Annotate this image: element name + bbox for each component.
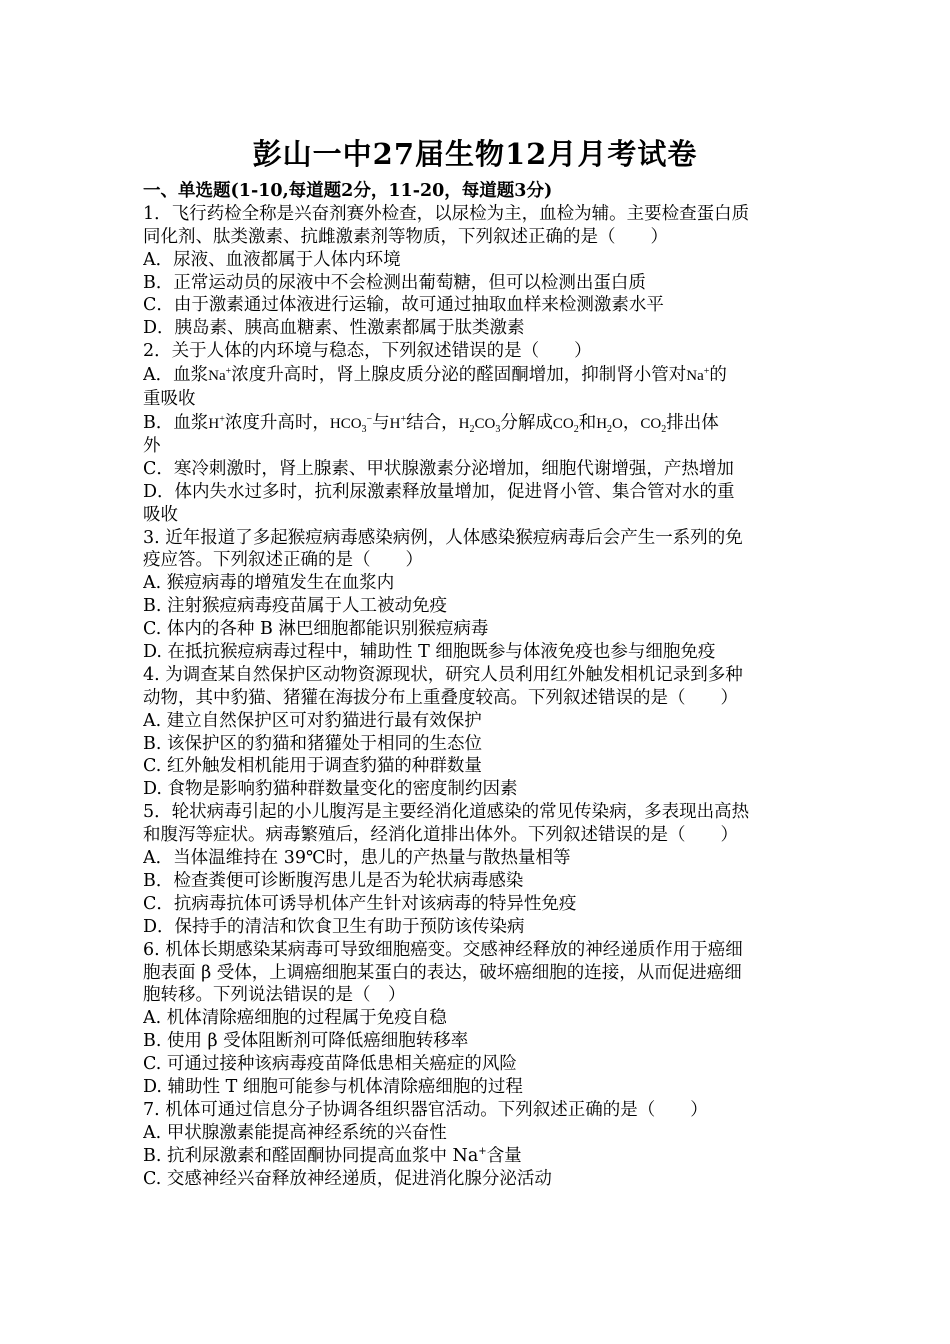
q4-stem-line1: 4. 为调查某自然保护区动物资源现状，研究人员利用红外触发相机记录到多种 [143, 664, 743, 685]
hydrogen-ion: H+ [389, 413, 407, 432]
q6-option-d: D. 辅助性 T 细胞可能参与机体清除癌细胞的过程 [143, 1076, 523, 1097]
hydrogen-ion: H+ [208, 413, 225, 432]
q1-stem-line1: 1．飞行药检全称是兴奋剂赛外检查，以尿检为主，血检为辅。主要检查蛋白质 [143, 203, 750, 224]
q5-option-d: D．保持手的清洁和饮食卫生有助于预防该传染病 [143, 916, 525, 937]
q2-option-d: D．体内失水过多时，抗利尿激素释放量增加，促进肾小管、集合管对水的重 [143, 481, 735, 502]
q2-option-a-line2: 重吸收 [143, 388, 196, 409]
q2-option-d-line2: 吸收 [143, 504, 178, 525]
q2-a-end: 的 [709, 365, 727, 386]
q5-option-b: B．检查粪便可诊断腹泻患儿是否为轮状病毒感染 [143, 870, 524, 891]
q3-stem-line2: 疫应答。下列叙述正确的是（ ） [143, 550, 423, 571]
q6-option-c: C. 可通过接种该病毒疫苗降低患相关癌症的风险 [143, 1054, 517, 1075]
q4-option-c: C. 红外触发相机能用于调查豹猫的种群数量 [143, 756, 482, 777]
q1-option-a: A．尿液、血液都属于人体内环境 [143, 249, 401, 270]
q6-stem-line3: 胞转移。下列说法错误的是（ ） [143, 985, 406, 1006]
q2-option-b-line2: 外 [143, 436, 161, 457]
q6-stem-line1: 6. 机体长期感染某病毒可导致细胞癌变。交感神经释放的神经递质作用于癌细 [143, 939, 743, 960]
q5-option-c: C．抗病毒抗体可诱导机体产生针对该病毒的特异性免疫 [143, 893, 577, 914]
q3-option-c: C. 体内的各种 B 淋巴细胞都能识别猴痘病毒 [143, 619, 489, 640]
q4-option-a: A. 建立自然保护区可对豹猫进行最有效保护 [143, 710, 482, 731]
q2-option-a [143, 363, 811, 388]
q2-a-middle: 浓度升高时，肾上腺皮质分泌的醛固酮增加，抑制肾小管对 [231, 365, 687, 386]
carbon-dioxide: $CO_2$ [640, 415, 667, 435]
q1-option-d: D．胰岛素、胰高血糖素、性激素都属于肽类激素 [143, 318, 525, 339]
sodium-ion: Na+ [208, 366, 232, 385]
q3-option-b: B. 注射猴痘病毒疫苗属于人工被动免疫 [143, 596, 447, 617]
q2-stem: 2．关于人体的内环境与稳态，下列叙述错误的是（ ） [143, 341, 592, 362]
q2-a-prefix: A．血浆 [143, 365, 209, 386]
carbon-dioxide: $CO_2$ [552, 415, 579, 435]
section-heading: 一、单选题(1-10,每道题2分，11-20，每道题3分) [143, 181, 553, 201]
exam-title: 彭山一中27届生物12月月考试卷 [252, 137, 698, 171]
q5-stem-line2: 和腹泻等症状。病毒繁殖后，经消化道排出体外。下列叙述错误的是（ ） [143, 825, 738, 846]
q5-option-a: A．当体温维持在 39℃时，患儿的产热量与散热量相等 [143, 848, 571, 869]
q3-option-a: A. 猴痘病毒的增殖发生在血浆内 [143, 573, 395, 594]
q4-option-b: B. 该保护区的豹猫和猪獾处于相同的生态位 [143, 733, 482, 754]
q7-option-a: A. 甲状腺激素能提高神经系统的兴奋性 [143, 1122, 447, 1143]
q4-stem-line2: 动物，其中豹猫、猪獾在海拔分布上重叠度较高。下列叙述错误的是（ ） [143, 687, 738, 708]
q3-option-d: D. 在抵抗猴痘病毒过程中，辅助性 T 细胞既参与体液免疫也参与细胞免疫 [143, 642, 716, 663]
carbonic-acid: $H_2CO_3$ [458, 415, 501, 435]
exam-content [143, 180, 811, 1190]
q7-option-c: C. 交感神经兴奋释放神经递质，促进消化腺分泌活动 [143, 1168, 552, 1189]
q1-option-c: C．由于激素通过体液进行运输，故可通过抽取血样来检测激素水平 [143, 295, 664, 316]
sodium-ion: Na+ [686, 366, 710, 385]
q2-option-b: B．血浆H+浓度升高时，$HCO_3^-$与H+结合，$H_2CO_3$分解成$CO_2$和$H_2O$，$CO_2$排出体 [143, 412, 719, 435]
q1-stem-line2: 同化剂、肽类激素、抗雌激素剂等物质，下列叙述正确的是（ ） [143, 226, 668, 247]
bicarbonate-ion: $HCO_3^-$ [329, 413, 373, 435]
q5-stem-line1: 5．轮状病毒引起的小儿腹泻是主要经消化道感染的常见传染病，多表现出高热 [143, 802, 750, 823]
q6-option-a: A. 机体清除癌细胞的过程属于免疫自稳 [143, 1008, 447, 1029]
q6-option-b: B. 使用 β 受体阻断剂可降低癌细胞转移率 [143, 1031, 469, 1052]
q6-stem-line2: 胞表面 β 受体，上调癌细胞某蛋白的表达，破坏癌细胞的连接，从而促进癌细 [143, 962, 742, 983]
q1-option-b: B．正常运动员的尿液中不会检测出葡萄糖，但可以检测出蛋白质 [143, 272, 646, 293]
water: $H_2O$ [596, 415, 623, 435]
q7-option-b: B. 抗利尿激素和醛固酮协同提高血浆中 Na+含量 [143, 1145, 522, 1166]
q4-option-d: D. 食物是影响豹猫种群数量变化的密度制约因素 [143, 779, 518, 800]
q3-stem-line1: 3. 近年报道了多起猴痘病毒感染病例，人体感染猴痘病毒后会产生一系列的免 [143, 527, 743, 548]
q7-stem: 7. 机体可通过信息分子协调各组织器官活动。下列叙述正确的是（ ） [143, 1099, 708, 1120]
q2-option-c: C．寒冷刺激时，肾上腺素、甲状腺激素分泌增加，细胞代谢增强，产热增加 [143, 458, 734, 479]
